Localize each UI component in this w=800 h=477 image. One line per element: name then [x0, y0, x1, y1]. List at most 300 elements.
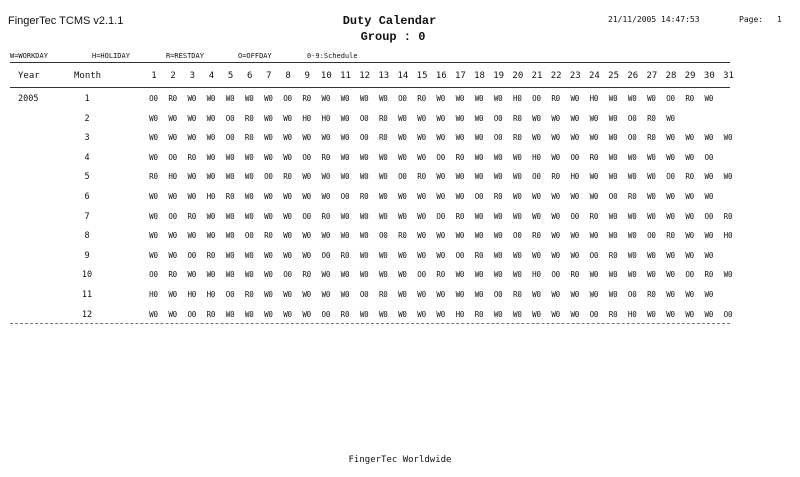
day-cell: W0	[283, 250, 292, 260]
report-title: Duty Calendar	[342, 14, 437, 28]
day-cell: W0	[321, 172, 331, 182]
day-cell: O0	[168, 211, 177, 221]
day-cell: W0	[417, 192, 426, 201]
day-cell: W0	[244, 270, 254, 280]
day-cell: H0	[321, 113, 331, 123]
day-header: 8	[285, 71, 291, 81]
day-cell: O0	[704, 152, 714, 162]
day-cell: W0	[359, 152, 369, 162]
day-cell: O0	[225, 133, 235, 143]
day-cell: R0	[532, 231, 541, 241]
day-cell: R0	[244, 290, 254, 299]
day-cell: W0	[436, 133, 446, 143]
day-cell: R0	[417, 94, 426, 103]
day-cell: W0	[666, 290, 675, 299]
day-cell: W0	[417, 211, 426, 221]
day-cell: W0	[455, 133, 465, 143]
day-cell: W0	[436, 113, 446, 123]
day-cell: W0	[398, 152, 407, 162]
day-cell: H0	[455, 309, 465, 319]
day-cell: W0	[206, 152, 216, 162]
month-cell: 1	[84, 94, 90, 104]
day-cell: O0	[532, 94, 541, 103]
day-cell: W0	[570, 309, 580, 319]
day-cell: W0	[417, 231, 426, 241]
month-cell: 4	[84, 152, 90, 163]
day-cell: W0	[225, 270, 235, 280]
day-cell: W0	[513, 192, 522, 201]
day-cell: W0	[283, 152, 292, 162]
day-cell: W0	[627, 152, 637, 162]
day-cell: W0	[474, 133, 484, 143]
day-header: 30	[703, 71, 715, 81]
day-cell: W0	[723, 172, 733, 182]
day-cell: W0	[225, 172, 235, 182]
day-cell: O0	[627, 290, 637, 299]
day-cell: W0	[302, 172, 311, 182]
day-cell: W0	[340, 152, 350, 162]
day-cell: R0	[570, 270, 580, 280]
day-cell: R0	[149, 172, 158, 182]
day-cell: W0	[417, 113, 426, 123]
day-cell: W0	[398, 309, 407, 319]
day-cell: W0	[321, 290, 331, 299]
day-cell: R0	[666, 231, 675, 241]
day-cell: W0	[570, 192, 580, 201]
day-cell: W0	[283, 231, 292, 241]
day-cell: W0	[647, 270, 656, 280]
day-header: 23	[569, 71, 581, 81]
day-cell: W0	[206, 172, 216, 182]
day-cell: W0	[513, 270, 522, 280]
day-cell: R0	[378, 113, 388, 123]
day-cell: O0	[436, 211, 446, 221]
day-cell: R0	[685, 172, 694, 182]
day-cell: R0	[302, 270, 311, 280]
day-cell: W0	[340, 290, 350, 299]
table-bottom-rule	[10, 323, 730, 324]
day-cell: R0	[647, 113, 656, 123]
month-cell: 7	[84, 211, 90, 222]
day-cell: H0	[302, 113, 311, 123]
day-cell: R0	[225, 192, 235, 201]
day-cell: W0	[493, 270, 503, 280]
day-cell: W0	[225, 309, 235, 319]
day-cell: O0	[647, 231, 656, 241]
day-cell: W0	[398, 133, 407, 143]
day-cell: W0	[398, 211, 407, 221]
day-cell: H0	[723, 231, 733, 241]
day-cell: W0	[206, 231, 216, 241]
day-cell: R0	[340, 309, 350, 319]
day-cell: W0	[551, 231, 560, 241]
day-header: 2	[170, 71, 176, 81]
day-cell: W0	[283, 309, 292, 319]
day-cell: W0	[283, 211, 292, 221]
day-header: 28	[665, 71, 677, 81]
day-header: 12	[359, 71, 371, 81]
day-cell: W0	[685, 290, 694, 299]
day-cell: W0	[378, 192, 388, 201]
day-cell: W0	[398, 290, 407, 299]
day-cell: W0	[436, 192, 446, 201]
day-cell: R0	[589, 211, 599, 221]
day-cell: W0	[149, 133, 158, 143]
day-cell: W0	[493, 172, 503, 182]
day-cell: W0	[627, 231, 637, 241]
day-cell: W0	[685, 231, 694, 241]
month-cell: 5	[84, 172, 90, 183]
day-cell: W0	[436, 231, 446, 241]
day-cell: R0	[417, 172, 426, 182]
day-cell: W0	[187, 172, 197, 182]
day-cell: W0	[532, 290, 541, 299]
day-cell: W0	[378, 211, 388, 221]
day-cell: W0	[149, 113, 158, 123]
day-header: 31	[723, 71, 734, 81]
day-cell: W0	[704, 309, 714, 319]
day-cell: W0	[417, 133, 426, 143]
day-cell: R0	[551, 94, 560, 103]
day-cell: W0	[149, 152, 158, 162]
day-cell: W0	[225, 94, 235, 103]
legend-offday: O=OFFDAY	[238, 52, 272, 60]
day-cell: W0	[283, 290, 292, 299]
day-cell: W0	[187, 113, 197, 123]
day-cell: W0	[206, 94, 216, 103]
header-rule	[10, 62, 730, 63]
day-cell: W0	[704, 94, 714, 103]
page-number: 1	[777, 15, 782, 24]
day-cell: W0	[704, 250, 714, 260]
day-header: 24	[589, 71, 600, 81]
day-cell: O0	[378, 231, 388, 241]
day-cell: H0	[589, 94, 599, 103]
day-cell: W0	[398, 250, 407, 260]
month-cell: 3	[84, 133, 90, 144]
day-cell: W0	[321, 231, 331, 241]
report-footer: FingerTec Worldwide	[348, 455, 452, 465]
day-cell: W0	[187, 231, 197, 241]
day-header: 11	[340, 71, 351, 81]
day-cell: W0	[551, 250, 560, 260]
day-cell: W0	[417, 250, 426, 260]
day-cell: O0	[570, 211, 580, 221]
day-cell: W0	[436, 172, 446, 182]
day-header: 19	[493, 71, 505, 81]
day-cell: W0	[168, 113, 177, 123]
day-cell: W0	[264, 113, 273, 123]
day-cell: O0	[340, 192, 350, 201]
day-cell: O0	[264, 172, 273, 182]
day-cell: W0	[264, 211, 273, 221]
day-cell: O0	[513, 231, 522, 241]
day-cell: W0	[455, 94, 465, 103]
day-cell: W0	[187, 94, 197, 103]
day-cell: W0	[474, 211, 484, 221]
day-header: 3	[189, 71, 195, 81]
day-cell: W0	[225, 152, 235, 162]
day-cell: W0	[340, 270, 350, 280]
day-cell: R0	[627, 192, 637, 201]
day-cell: W0	[627, 211, 637, 221]
day-cell: O0	[302, 211, 311, 221]
day-cell: O0	[149, 94, 158, 103]
legend-schedule: 0-9:Schedule	[307, 52, 358, 60]
day-cell: W0	[532, 309, 541, 319]
day-cell: R0	[551, 172, 560, 182]
day-cell: W0	[436, 290, 446, 299]
day-cell: W0	[359, 172, 369, 182]
day-cell: O0	[551, 270, 560, 280]
day-cell: W0	[264, 192, 273, 201]
day-cell: W0	[302, 250, 311, 260]
day-cell: O0	[321, 309, 331, 319]
day-cell: W0	[340, 231, 350, 241]
day-cell: H0	[570, 172, 580, 182]
day-cell: R0	[474, 250, 484, 260]
day-header: 17	[454, 71, 466, 81]
day-cell: R0	[455, 152, 465, 162]
day-cell: O0	[436, 152, 446, 162]
day-header: 22	[550, 71, 562, 81]
day-cell: W0	[340, 172, 350, 182]
day-cell: W0	[627, 172, 637, 182]
day-cell: W0	[589, 192, 599, 201]
day-cell: O0	[666, 172, 675, 182]
day-cell: W0	[225, 211, 235, 221]
day-cell: W0	[570, 133, 580, 143]
day-header: 7	[266, 71, 272, 81]
day-cell: R0	[321, 152, 331, 162]
day-header: 25	[608, 71, 620, 81]
day-cell: W0	[398, 113, 407, 123]
day-cell: W0	[264, 290, 273, 299]
day-cell: W0	[513, 211, 522, 221]
day-cell: W0	[608, 211, 618, 221]
legend-restday: R=RESTDAY	[166, 52, 204, 60]
day-cell: W0	[627, 94, 637, 103]
day-cell: O0	[168, 152, 177, 162]
day-header: 13	[378, 71, 390, 81]
day-cell: O0	[398, 172, 407, 182]
day-cell: W0	[685, 309, 694, 319]
day-cell: W0	[532, 192, 541, 201]
day-cell: R0	[723, 211, 733, 221]
day-cell: W0	[244, 250, 254, 260]
day-cell: O0	[685, 270, 694, 280]
day-cell: W0	[474, 270, 484, 280]
day-cell: W0	[608, 94, 618, 103]
day-cell: R0	[206, 250, 216, 260]
day-cell: W0	[647, 94, 656, 103]
day-cell: O0	[321, 250, 331, 260]
day-cell: W0	[589, 270, 599, 280]
day-cell: R0	[187, 211, 197, 221]
page-label: Page:	[739, 15, 764, 24]
day-cell: W0	[359, 309, 369, 319]
day-cell: R0	[359, 192, 369, 201]
day-cell: W0	[474, 231, 484, 241]
day-cell: O0	[627, 133, 637, 143]
day-cell: H0	[206, 290, 216, 299]
day-cell: W0	[666, 309, 675, 319]
day-cell: O0	[532, 172, 541, 182]
day-cell: O0	[493, 113, 503, 123]
day-cell: W0	[168, 231, 177, 241]
day-cell: W0	[340, 211, 350, 221]
day-cell: R0	[302, 94, 311, 103]
day-cell: W0	[608, 152, 618, 162]
day-cell: R0	[474, 309, 484, 319]
day-cell: W0	[666, 211, 675, 221]
day-cell: W0	[321, 94, 331, 103]
day-cell: W0	[723, 133, 733, 143]
day-cell: W0	[570, 231, 580, 241]
day-cell: W0	[264, 250, 273, 260]
day-cell: W0	[647, 309, 656, 319]
day-cell: W0	[206, 211, 216, 221]
day-cell: O0	[187, 309, 197, 319]
day-cell: W0	[493, 152, 503, 162]
day-cell: W0	[666, 192, 675, 201]
day-cell: W0	[244, 211, 254, 221]
day-cell: W0	[685, 192, 694, 201]
day-cell: W0	[302, 290, 311, 299]
day-cell: R0	[378, 290, 388, 299]
day-header: 1	[151, 71, 157, 81]
day-cell: W0	[225, 250, 235, 260]
day-cell: O0	[359, 133, 369, 143]
day-cell: O0	[455, 250, 465, 260]
day-cell: W0	[589, 231, 599, 241]
day-cell: O0	[417, 270, 426, 280]
day-cell: R0	[647, 133, 656, 143]
day-cell: R0	[608, 309, 618, 319]
day-cell: W0	[149, 250, 158, 260]
day-cell: W0	[513, 152, 522, 162]
day-cell: O0	[359, 290, 369, 299]
day-cell: W0	[551, 133, 560, 143]
day-cell: W0	[149, 211, 158, 221]
day-cell: R0	[321, 211, 331, 221]
day-cell: W0	[647, 211, 656, 221]
day-cell: W0	[685, 250, 694, 260]
day-cell: W0	[608, 133, 618, 143]
day-cell: R0	[398, 231, 407, 241]
month-header: Month	[74, 71, 102, 81]
day-cell: W0	[264, 309, 273, 319]
day-cell: O0	[398, 94, 407, 103]
day-cell: W0	[264, 270, 273, 280]
day-cell: O0	[493, 133, 503, 143]
day-cell: W0	[647, 250, 656, 260]
legend-workday: W=WORKDAY	[10, 52, 48, 60]
day-cell: W0	[455, 270, 465, 280]
day-cell: W0	[608, 172, 618, 182]
day-cell: W0	[589, 290, 599, 299]
day-header: 21	[531, 71, 543, 81]
day-header: 26	[627, 71, 639, 81]
day-cell: W0	[627, 250, 637, 260]
day-cell: W0	[398, 192, 407, 201]
day-cell: W0	[283, 192, 292, 201]
day-cell: W0	[647, 192, 656, 201]
day-cell: W0	[264, 133, 273, 143]
day-cell: W0	[704, 290, 714, 299]
day-cell: H0	[206, 192, 216, 201]
day-cell: W0	[608, 231, 618, 241]
day-cell: W0	[455, 113, 465, 123]
day-cell: R0	[608, 250, 618, 260]
day-cell: O0	[225, 113, 235, 123]
day-cell: W0	[551, 211, 560, 221]
day-cell: W0	[532, 211, 541, 221]
column-header-rule	[10, 87, 730, 88]
day-cell: W0	[359, 250, 369, 260]
day-header: 10	[320, 71, 332, 81]
report-group: Group : 0	[360, 30, 426, 44]
day-cell: R0	[340, 250, 350, 260]
day-header: 5	[227, 71, 234, 81]
day-cell: W0	[321, 133, 331, 143]
day-cell: W0	[168, 192, 177, 201]
day-cell: W0	[551, 192, 560, 201]
day-cell: O0	[187, 250, 197, 260]
day-cell: W0	[513, 250, 522, 260]
day-cell: O0	[225, 290, 235, 299]
day-cell: W0	[474, 172, 484, 182]
day-cell: W0	[685, 133, 694, 143]
day-cell: O0	[302, 152, 311, 162]
day-cell: W0	[704, 172, 714, 182]
day-cell: O0	[627, 113, 637, 123]
day-cell: W0	[493, 309, 503, 319]
day-cell: W0	[244, 94, 254, 103]
day-cell: W0	[627, 270, 637, 280]
day-cell: W0	[513, 172, 522, 182]
day-cell: O0	[723, 309, 733, 319]
day-cell: O0	[359, 113, 369, 123]
day-cell: W0	[187, 192, 197, 201]
day-cell: R0	[283, 172, 292, 182]
day-cell: H0	[149, 290, 158, 299]
day-cell: W0	[570, 290, 580, 299]
day-cell: W0	[436, 94, 446, 103]
day-cell: W0	[244, 192, 254, 201]
day-cell: O0	[493, 290, 503, 299]
day-cell: W0	[436, 250, 446, 260]
year-cell: 2005	[18, 94, 39, 104]
day-cell: O0	[283, 94, 292, 103]
day-cell: R0	[168, 270, 177, 280]
day-header: 6	[247, 71, 253, 81]
day-cell: W0	[474, 94, 484, 103]
day-cell: W0	[493, 94, 503, 103]
month-cell: 8	[84, 231, 90, 242]
day-cell: W0	[168, 309, 177, 319]
report-timestamp: 21/11/2005 14:47:53	[608, 15, 700, 24]
day-cell: R0	[264, 231, 273, 241]
day-cell: W0	[647, 152, 656, 162]
day-cell: W0	[378, 250, 388, 260]
day-cell: O0	[589, 250, 599, 260]
month-cell: 12	[81, 309, 93, 320]
day-cell: W0	[513, 309, 522, 319]
day-header: 15	[416, 71, 428, 81]
day-header: 18	[474, 71, 485, 81]
day-cell: W0	[551, 152, 560, 162]
